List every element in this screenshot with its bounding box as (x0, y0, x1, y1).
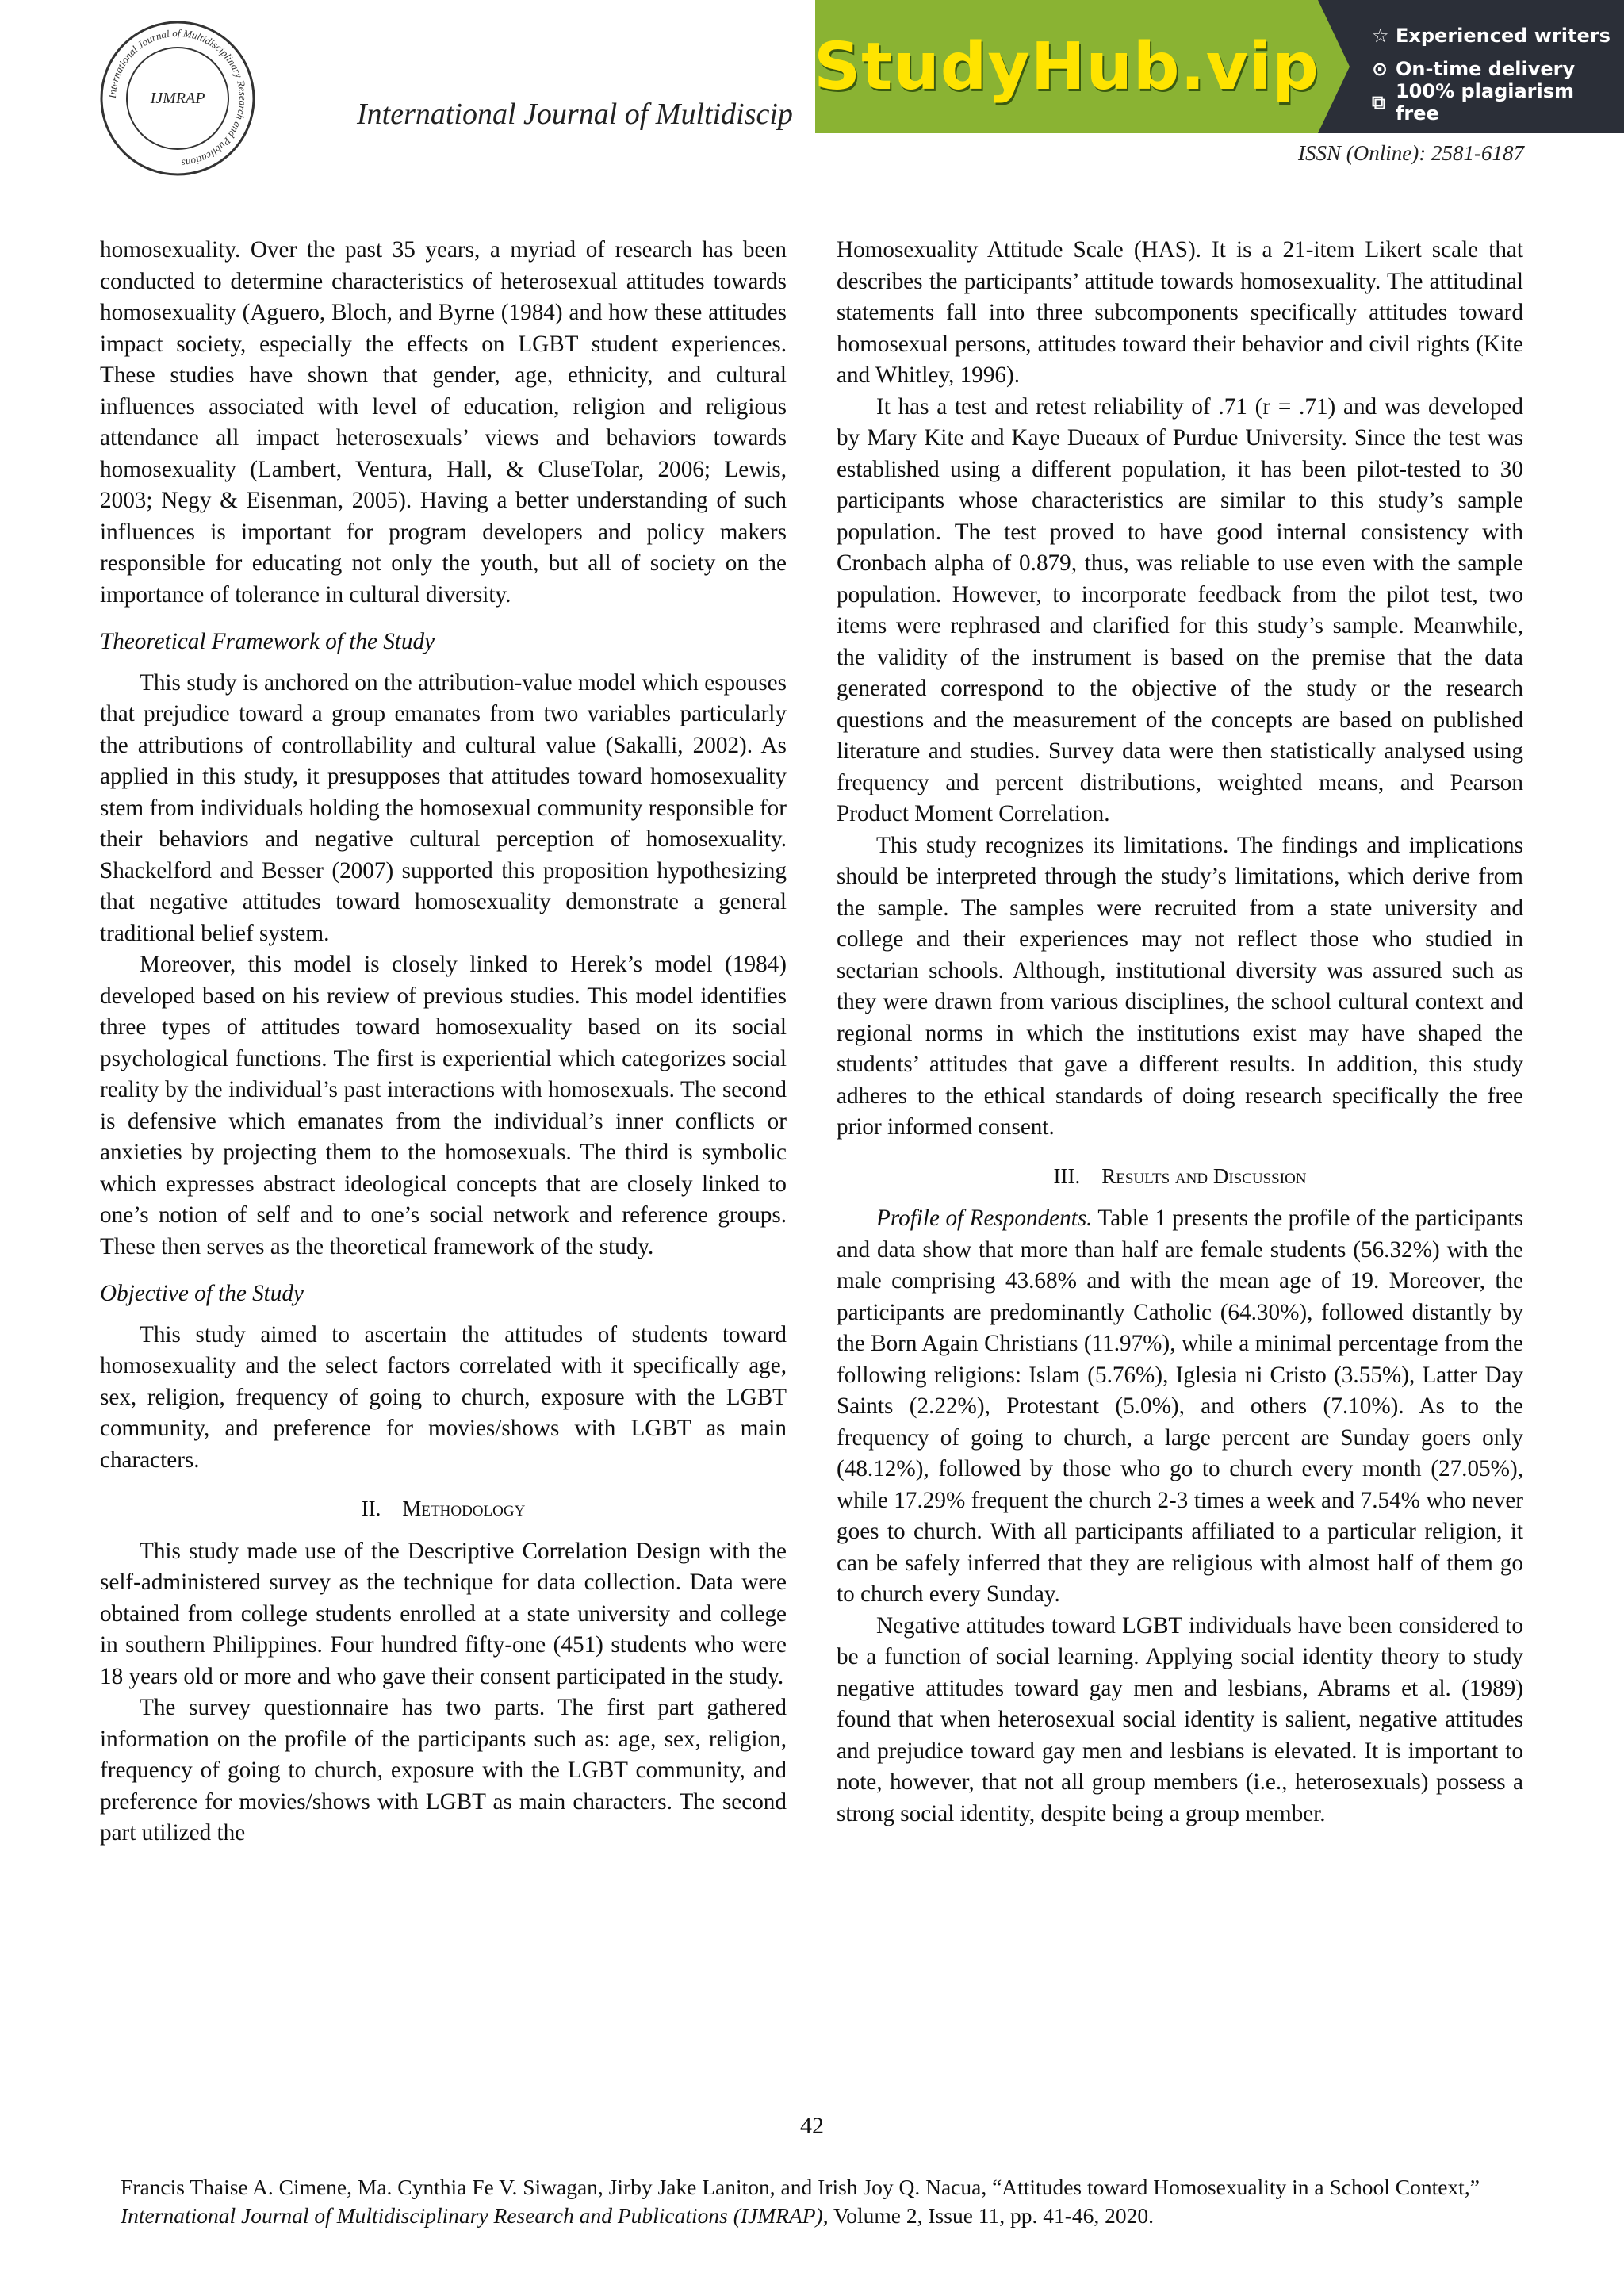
paragraph: Profile of Respondents. Table 1 presents the profile of the participants and data show that more than half are female students (56.32%) with the male comprising 43.68% and with the mean age of 19. Moreover, the participants are predominantly Catholic (64.30%), followed distantly by the Born Again Christians (11.97%), while a minimal percentage from the following religions: Islam (5.76%), Iglesia ni Cristo (3.55%), Latter Day Saints (2.22%), Protestant (5.0%), and others (7.10%). As to the frequency of going to church, a large percent are Sunday goers only (48.12%), followed by those who go to church every month (27.05%), while 17.29% frequent the church 2-3 times a week and 7.54% who never goes to church. With all participants affiliated to a particular religion, it can be safely inferred that they are religious with almost half of them go to church every Sunday. (837, 1205, 1524, 1607)
paragraph: It has a test and retest reliability of .71 (r = .71) and was developed by Mary Kite and Kaye Dueaux of Purdue University. Since the test was established using a different population, it has been pilot-tested to 30 participants whose characteristics are similar to this study’s sample population. The test proved to have good internal consistency with Cronbach alpha of 0.879, thus, was reliable to use even with the sample population. However, to incorporate feedback from the pilot test, two items were rephrased and clarified for this study’s sample. Meanwhile, the validity of the instrument is based on the premise that the data generated correspond to the objective of the study or the research questions and the measurement of the concepts are based on published literature and studies. Survey data were then statistically analysed using frequency and percent distributions, weighted means, and Pearson Product Moment Correlation. (837, 393, 1523, 826)
feature-list (1318, 0, 1624, 133)
ad-banner[interactable] (815, 0, 1624, 133)
paragraph: This study is anchored on the attribution-value model which espouses that prejudice toward a group emanates from two variables particularly the attributions of controllability and cultural value (Sakalli, 2002). As applied in this study, it presupposes that attitudes toward homosexuality stem from individuals holding the homosexual community responsible for their behaviors and negative cultural perception of homosexuality. Shackelford and Besser (2007) supported this proposition hypothesizing that negative attitudes toward homosexuality demonstrate a general traditional belief system. (100, 669, 787, 946)
subheading: Objective of the Study (100, 1281, 304, 1306)
paragraph: Homosexuality Attitude Scale (HAS). It is a 21-item Likert scale that describes the participants’ attitude towards homosexuality. The attitudinal statements fall into three subcomponents specifically attitudes toward homosexual persons, attitudes toward their behavior and civil rights (Kite and Whitley, 1996). (837, 237, 1523, 388)
paragraph: This study made use of the Descriptive Correlation Design with the self-administered survey as the technique for data collection. Data were obtained from college students enrolled at a state university and college in southern Philippines. Four hundred fifty-one (451) students who were 18 years old or more and who gave their consent participated in the study. (100, 1538, 787, 1689)
section-heading: III. Results and Discussion (1053, 1163, 1307, 1188)
right-column (837, 235, 1523, 1830)
seal-ring-text: International Journal of Multidisciplinary Research and Publications (105, 26, 250, 170)
subheading: Theoretical Framework of the Study (100, 629, 435, 654)
page-number: 42 (800, 2113, 824, 2139)
paragraph: This study aimed to ascertain the attitudes of students toward homosexuality and the select factors correlated with it specifically age, sex, religion, frequency of going to church, exposure with the LGBT community, and preference for movies/shows with LGBT as main characters. (100, 1321, 787, 1473)
paragraph: Moreover, this model is closely linked to Herek’s model (1984) developed based on his review of previous studies. This model identifies three types of attitudes toward homosexuality based on its social psychological functions. The first is experiential which categorizes social reality by the individual’s past interactions with homosexuals. The second is defensive which emanates from the individual’s inner conflicts or anxieties by projecting them to the homosexuals. The third is symbolic which expresses abstract ideological concepts that are closely linked to one’s notion of self and to one’s social network and reference groups. These then serves as the theoretical framework of the study. (100, 952, 787, 1259)
star-icon: ☆ (1372, 25, 1389, 47)
paragraph: homosexuality. Over the past 35 years, a myriad of research has been conducted to determine characteristics of heterosexual attitudes towards homosexuality (Aguero, Bloch, and Byrne (1984) and how these attitudes impact society, especially the effects on LGBT student experiences. These studies have shown that gender, age, ethnicity, and cultural influences associated with level of education, religion and religious attendance all impact heterosexuals’ views and behaviors towards homosexuality (Lambert, Ventura, Hall, & CluseTolar, 2006; Lewis, 2003; Negy & Eisenman, 2005). Having a better understanding of such influences is important for program developers and policy makers responsible for educating not only the youth, but all of society on the importance of tolerance in cultural diversity. (100, 237, 787, 608)
feature-item: ⧉ 100% plagiarism free (1372, 80, 1575, 125)
section-heading: II. Methodology (361, 1497, 526, 1520)
inline-heading: Profile of Respondents. (876, 1205, 1093, 1231)
citation: Francis Thaise A. Cimene, Ma. Cynthia Fe V. Siwagan, Jirby Jake Laniton, and Irish Joy Q. Nacua, “Attitudes toward Homosexuality in a School Context,” International Journal of Multidisciplinary Research and Publications (IJMRAP), Volume 2, Issue 11, pp. 41-46, 2020. (121, 2175, 1480, 2228)
feature-item: ☆ Experienced writers (1372, 25, 1611, 47)
brand-panel[interactable] (815, 0, 1318, 133)
paragraph: Negative attitudes toward LGBT individuals have been considered to be a function of social learning. Applying social identity theory to study negative attitudes toward gay men and lesbians, Abrams et al. (1989) found that when heterosexual social identity is salient, negative attitudes and prejudice toward gay men and lesbians is elevated. It is important to note, however, that not all group members (i.e., heterosexuals) possess a strong social identity, despite being a group member. (837, 1612, 1523, 1826)
journal-title: International Journal of Multidiscip (357, 98, 793, 131)
seal-text: IJMRAP (150, 90, 205, 107)
brand-logo[interactable]: StudyHub.vip (814, 29, 1320, 105)
issn: ISSN (Online): 2581-6187 (1298, 141, 1524, 165)
copy-icon: ⧉ (1372, 91, 1386, 113)
clock-icon: ⊙ (1372, 58, 1388, 80)
paragraph: This study recognizes its limitations. The findings and implications should be interpreted through the study’s limitations, which derive from the sample. The samples were recruited from a state university and college and their experiences may not reflect those who studied in sectarian schools. Although, institutional diversity was assured such as they were drawn from various disciplines, the school cultural context and regional norms in which the institutions exist may have shaped the students’ attitudes that gave a different results. In addition, this study adheres to the ethical standards of doing research specifically the free prior informed consent. (837, 832, 1523, 1140)
left-column (100, 235, 787, 1849)
paragraph: The survey questionnaire has two parts. The first part gathered information on the profile of the participants such as: age, sex, religion, frequency of going to church, exposure with the LGBT community, and preference for movies/shows with LGBT as main characters. The second part utilized the (100, 1695, 787, 1846)
feature-item: ⊙ On-time delivery (1372, 58, 1576, 80)
journal-seal (98, 19, 257, 178)
